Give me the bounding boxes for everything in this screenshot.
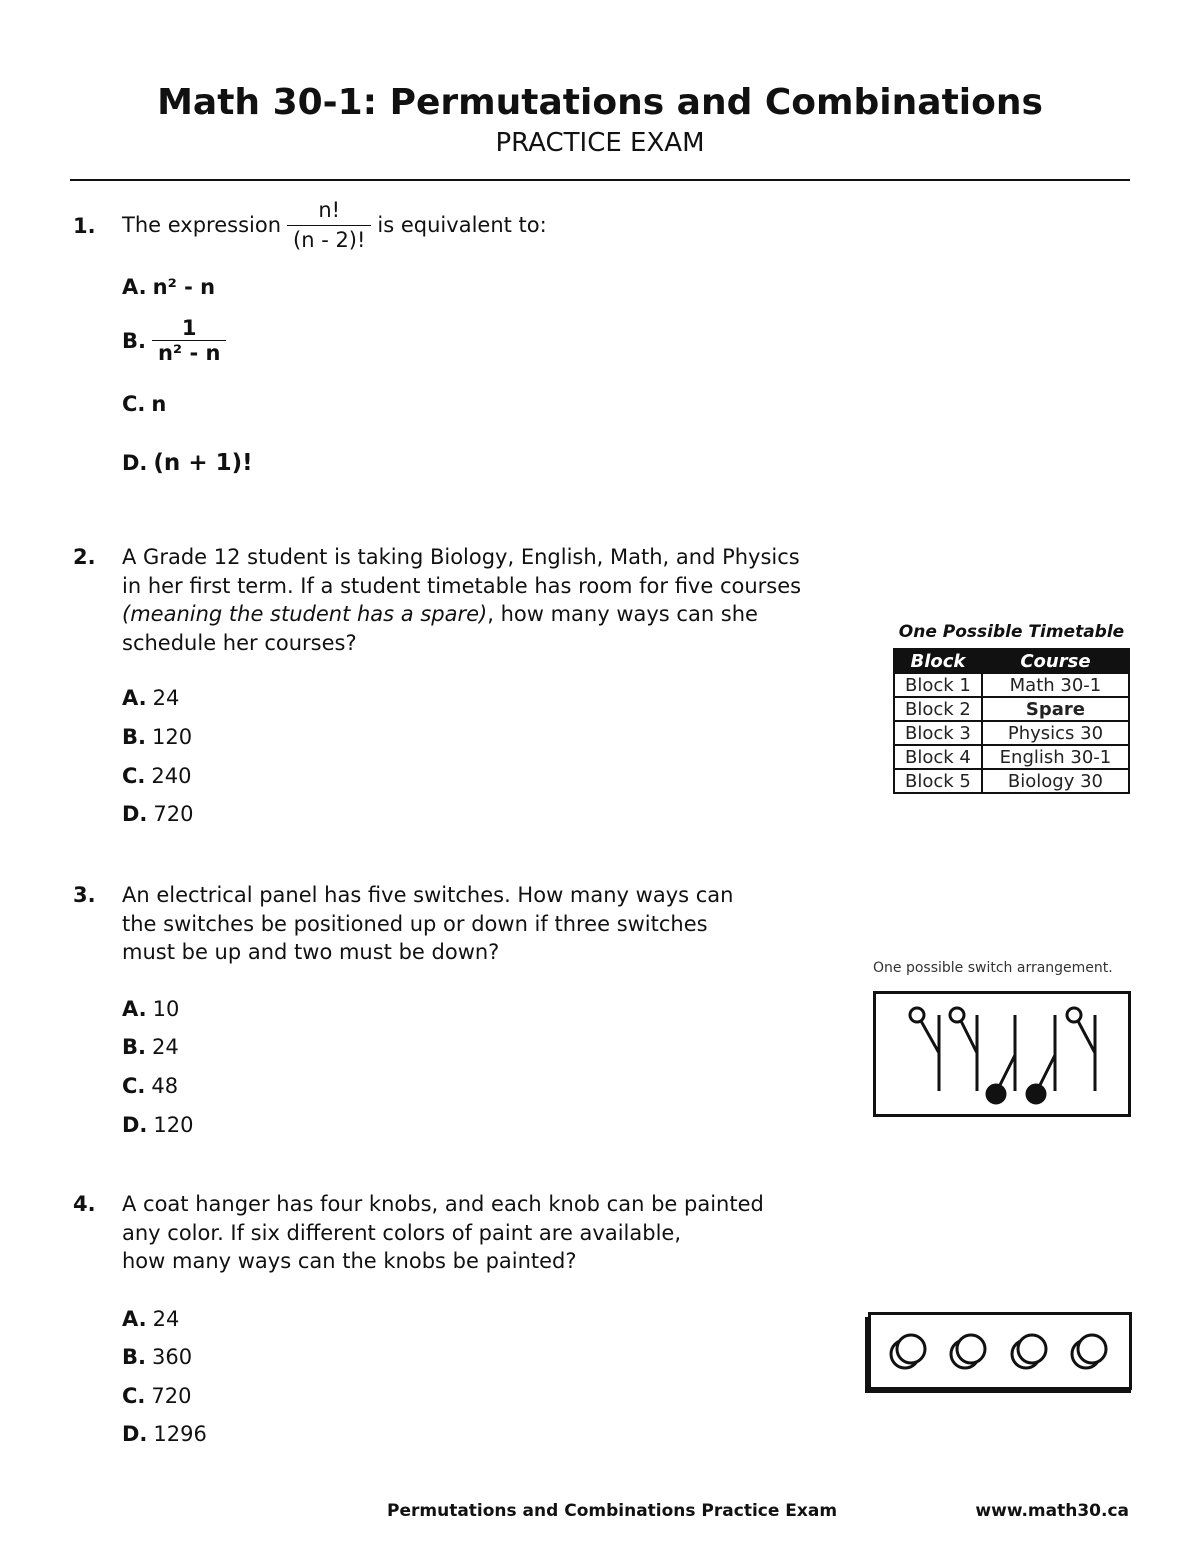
table-cell: Block 4 <box>894 745 982 769</box>
question-line: the switches be positioned up or down if three switches <box>122 911 708 936</box>
question-line: A coat hanger has four knobs, and each knob can be painted <box>122 1192 764 1216</box>
option-c <box>122 764 191 788</box>
question-line: An electrical panel has five switches. How many ways can <box>122 883 734 907</box>
table-cell: Block 3 <box>894 721 982 745</box>
table-cell: Physics 30 <box>982 721 1129 745</box>
timetable <box>893 648 1130 794</box>
question-4-text <box>122 1190 842 1276</box>
fraction <box>287 196 371 254</box>
option-letter: D. <box>122 802 148 826</box>
question-line: schedule her courses? <box>122 630 357 655</box>
option-letter: B. <box>122 328 146 353</box>
option-d <box>122 802 194 826</box>
option-letter: B. <box>122 1035 146 1059</box>
option-d <box>122 1113 194 1137</box>
option-text: 720 <box>151 1384 192 1408</box>
option-c <box>122 392 166 416</box>
option-text: 10 <box>152 997 180 1021</box>
question-line: A Grade 12 student is taking Biology, English, Math, and Physics <box>122 545 800 569</box>
option-text: 720 <box>153 802 194 826</box>
switch-down-icon <box>1027 1015 1055 1103</box>
numerator: n! <box>287 196 371 226</box>
italic-text: (meaning the student has a spare) <box>122 602 488 626</box>
timetable-caption: One Possible Timetable <box>898 622 1125 642</box>
option-text: 48 <box>151 1074 179 1098</box>
question-line <box>122 600 842 629</box>
divider <box>70 179 1130 181</box>
option-letter: D. <box>122 1113 148 1137</box>
numerator: 1 <box>152 316 226 341</box>
table-cell: Biology 30 <box>982 769 1129 793</box>
switch-caption: One possible switch arrangement. <box>873 960 1113 976</box>
option-letter: A. <box>122 997 147 1021</box>
denominator: (n - 2)! <box>293 227 366 252</box>
option-letter: C. <box>122 392 146 416</box>
question-line: must be up and two must be down? <box>122 940 500 964</box>
fraction <box>152 316 226 365</box>
option-b <box>122 725 192 749</box>
question-number: 2. <box>73 545 96 569</box>
switch-panel-diagram <box>873 991 1131 1118</box>
option-text: 24 <box>152 1307 180 1331</box>
option-text: n <box>151 392 167 416</box>
option-letter: C. <box>122 1074 146 1098</box>
table-cell: Block 2 <box>894 697 982 721</box>
question-3-text <box>122 881 842 967</box>
option-letter: D. <box>122 1422 148 1446</box>
question-text: The expression <box>122 212 282 237</box>
option-text: 24 <box>151 1035 179 1059</box>
option-text: n² - n <box>152 275 216 299</box>
option-letter: B. <box>122 1345 146 1369</box>
option-letter: C. <box>122 1384 146 1408</box>
option-text: (n + 1)! <box>153 450 253 476</box>
table-row <box>894 697 1129 721</box>
question-1-text <box>122 196 547 254</box>
switch-up-icon <box>1067 1008 1095 1091</box>
question-2-text <box>122 543 842 657</box>
footer-url[interactable]: www.math30.ca <box>975 1501 1129 1521</box>
question-text: , how many ways can she <box>487 602 758 626</box>
option-a <box>122 686 179 710</box>
option-letter: A. <box>122 275 147 299</box>
table-cell: Block 1 <box>894 673 982 697</box>
switch-up-icon <box>910 1008 939 1091</box>
denominator: n² - n <box>157 341 221 365</box>
table-row <box>894 721 1129 745</box>
option-a <box>122 1307 179 1331</box>
switch-down-icon <box>987 1015 1015 1103</box>
option-a <box>122 275 215 299</box>
question-text: is equivalent to: <box>377 212 547 237</box>
option-c <box>122 1074 178 1098</box>
table-header-row <box>894 649 1129 673</box>
page-title: Math 30-1: Permutations and Combinations <box>157 82 1043 123</box>
column-header: Block <box>894 649 982 673</box>
page-subtitle: PRACTICE EXAM <box>495 128 705 158</box>
option-d <box>122 450 253 476</box>
switch-up-icon <box>950 1008 977 1091</box>
option-text: 120 <box>151 725 193 749</box>
option-c <box>122 1384 191 1408</box>
question-line: in her first term. If a student timetable has room for five courses <box>122 573 802 598</box>
table-cell: Math 30-1 <box>982 673 1129 697</box>
option-text: 240 <box>151 764 192 788</box>
option-letter: A. <box>122 686 147 710</box>
option-b <box>122 1035 179 1059</box>
footer-title: Permutations and Combinations Practice Exam <box>387 1501 838 1521</box>
column-header: Course <box>982 649 1129 673</box>
table-row <box>894 745 1129 769</box>
table-row <box>894 769 1129 793</box>
table-cell: Block 5 <box>894 769 982 793</box>
option-b <box>122 316 226 365</box>
option-a <box>122 997 179 1021</box>
question-line: how many ways can the knobs be painted? <box>122 1249 577 1273</box>
option-letter: A. <box>122 1307 147 1331</box>
option-text: 1296 <box>153 1422 207 1446</box>
option-d <box>122 1422 207 1446</box>
option-letter: D. <box>122 451 148 475</box>
question-number: 4. <box>73 1192 96 1216</box>
table-row <box>894 673 1129 697</box>
option-text: 360 <box>151 1345 193 1369</box>
option-b <box>122 1345 192 1369</box>
question-line: any color. If six different colors of paint are available, <box>122 1220 682 1245</box>
option-letter: B. <box>122 725 146 749</box>
question-number: 3. <box>73 883 96 907</box>
table-cell: Spare <box>982 697 1129 721</box>
option-text: 24 <box>152 686 180 710</box>
option-text: 120 <box>153 1113 194 1137</box>
coat-hanger-diagram <box>862 1311 1134 1395</box>
question-number: 1. <box>73 214 96 238</box>
option-letter: C. <box>122 764 146 788</box>
table-cell: English 30-1 <box>982 745 1129 769</box>
